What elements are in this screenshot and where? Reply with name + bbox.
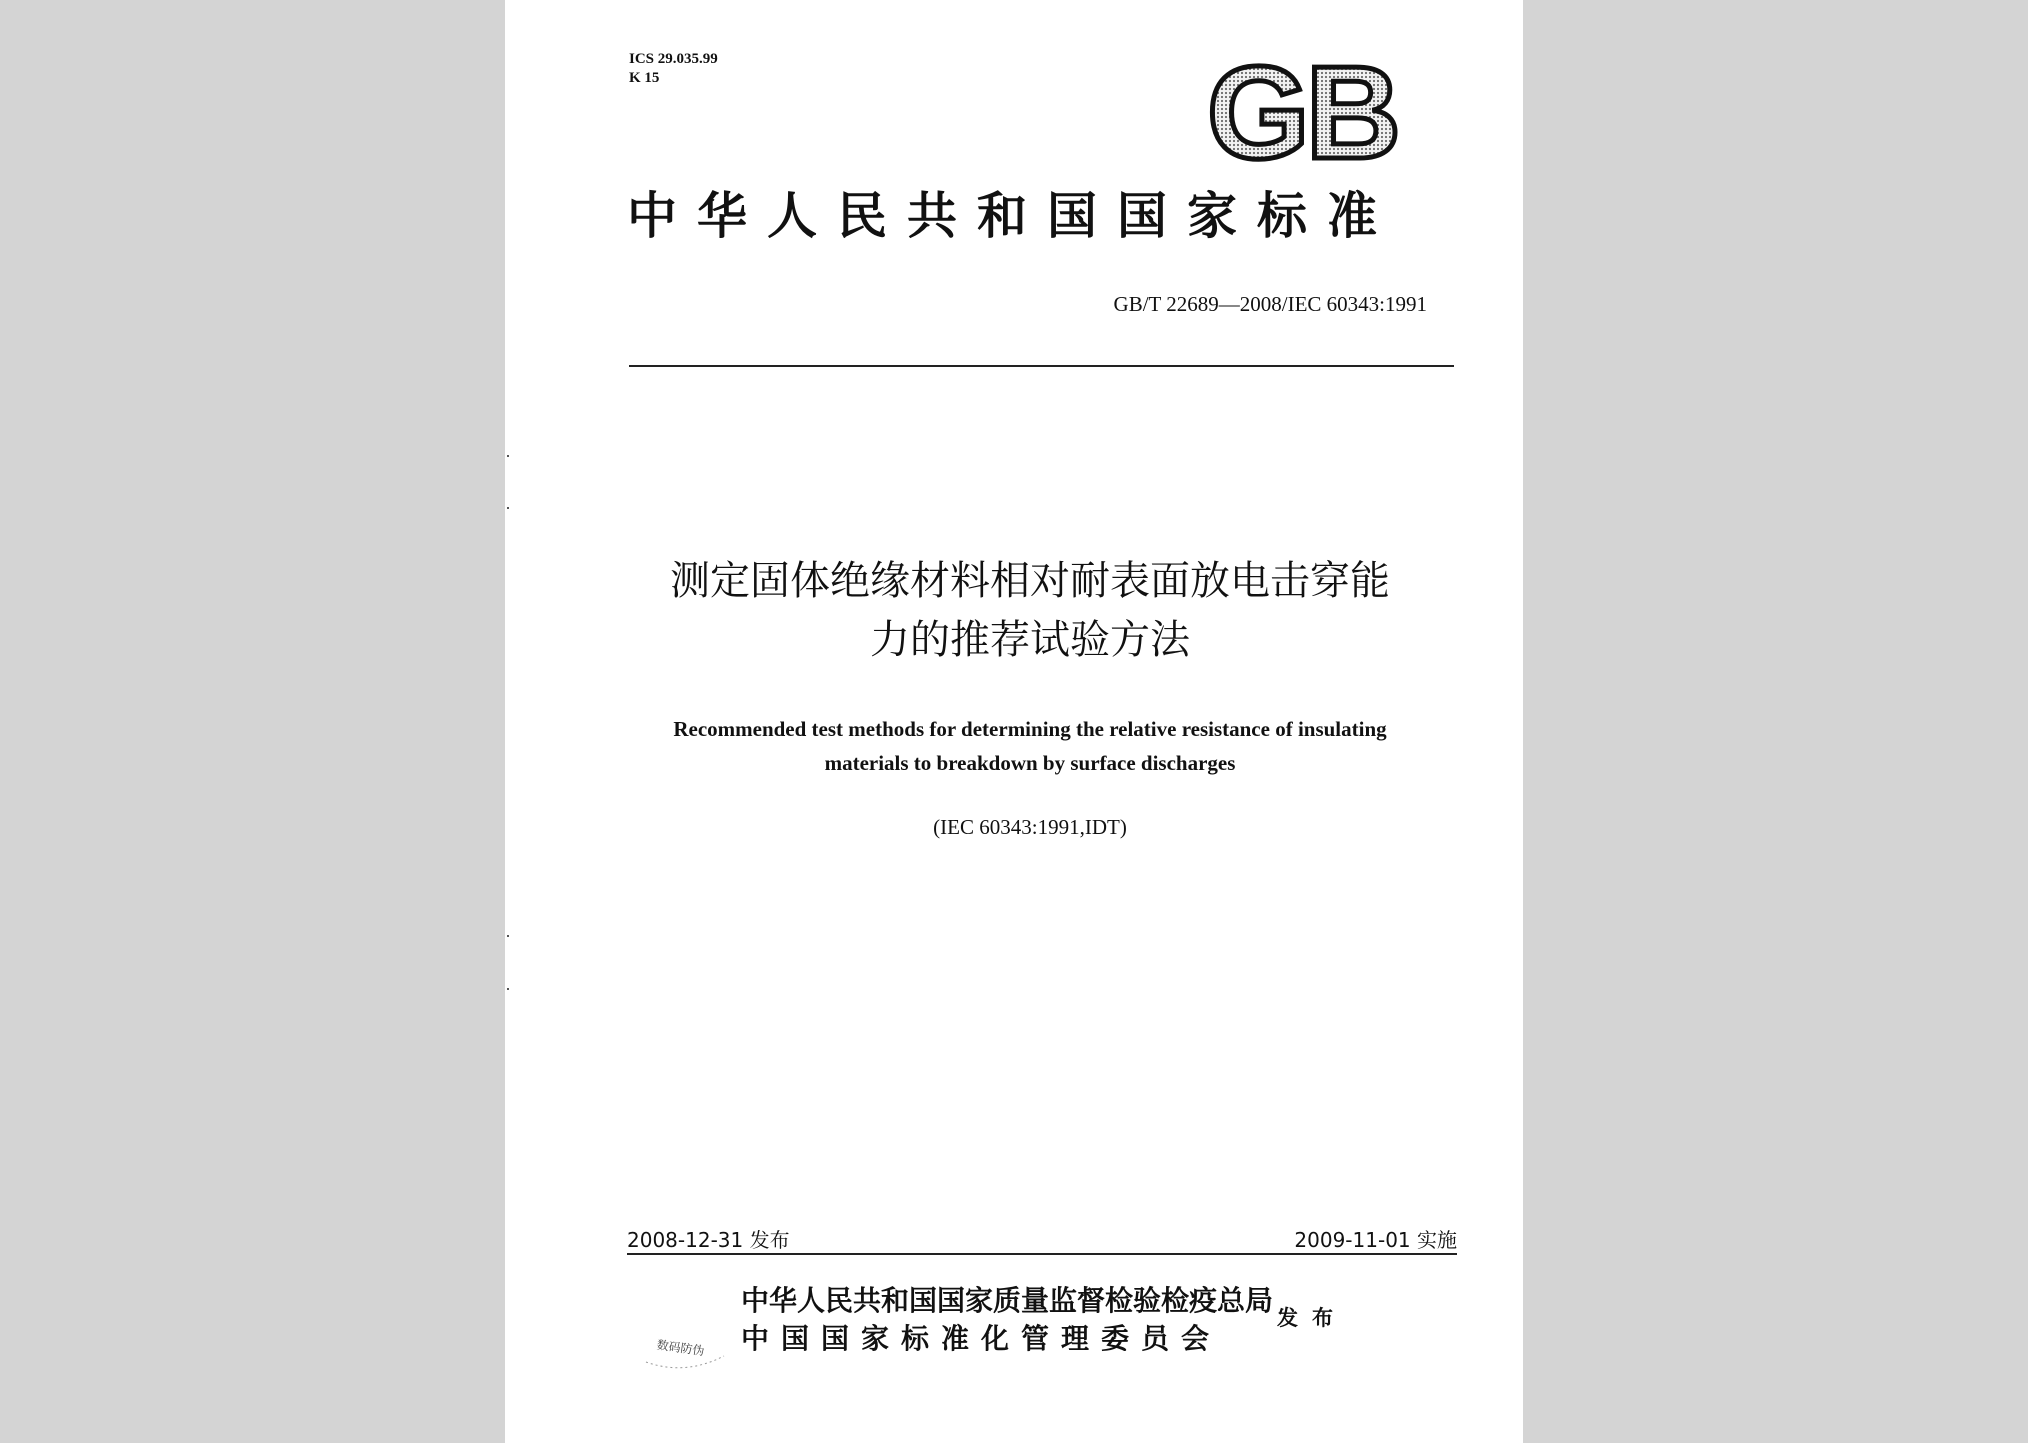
issuer-sac: 中国国家标准化管理委员会	[741, 1322, 1222, 1355]
issuing-authorities	[741, 1282, 1273, 1358]
gb-logo-text: GB	[1207, 55, 1397, 170]
margin-mark	[507, 507, 509, 509]
standard-number: GB/T 22689—2008/IEC 60343:1991	[1113, 292, 1427, 316]
issuer-aqsiq: 中华人民共和国国家质量监督检验检疫总局	[741, 1284, 1274, 1317]
margin-mark	[507, 455, 509, 457]
document-page	[505, 0, 1523, 1443]
stamp-text: 数码防伪	[655, 1337, 706, 1359]
chinese-title	[605, 552, 1455, 670]
gb-logo	[1200, 55, 1405, 170]
ics-code: ICS 29.035.99	[629, 51, 718, 67]
top-divider	[629, 365, 1454, 367]
classification-codes	[629, 50, 718, 88]
bottom-divider	[627, 1253, 1457, 1255]
margin-mark	[507, 935, 509, 937]
category-code: K 15	[629, 70, 660, 86]
chinese-title-line: 测定固体绝缘材料相对耐表面放电击穿能	[670, 558, 1390, 604]
national-standard-title: 中华人民共和国国家标准	[627, 186, 1397, 245]
english-title-line: materials to breakdown by surface discharges	[824, 751, 1236, 775]
chinese-title-line: 力的推荐试验方法	[870, 617, 1190, 663]
anti-counterfeit-stamp	[640, 1332, 730, 1380]
publish-label: 发布	[1277, 1305, 1347, 1330]
english-title-line: Recommended test methods for determining the relative resistance of insulating	[673, 717, 1387, 741]
english-title	[605, 712, 1455, 780]
implementation-date: 2009-11-01 实施	[1294, 1228, 1457, 1252]
issue-date: 2008-12-31 发布	[627, 1228, 790, 1252]
margin-mark	[507, 988, 509, 990]
adoption-note: (IEC 60343:1991,IDT)	[933, 815, 1127, 839]
